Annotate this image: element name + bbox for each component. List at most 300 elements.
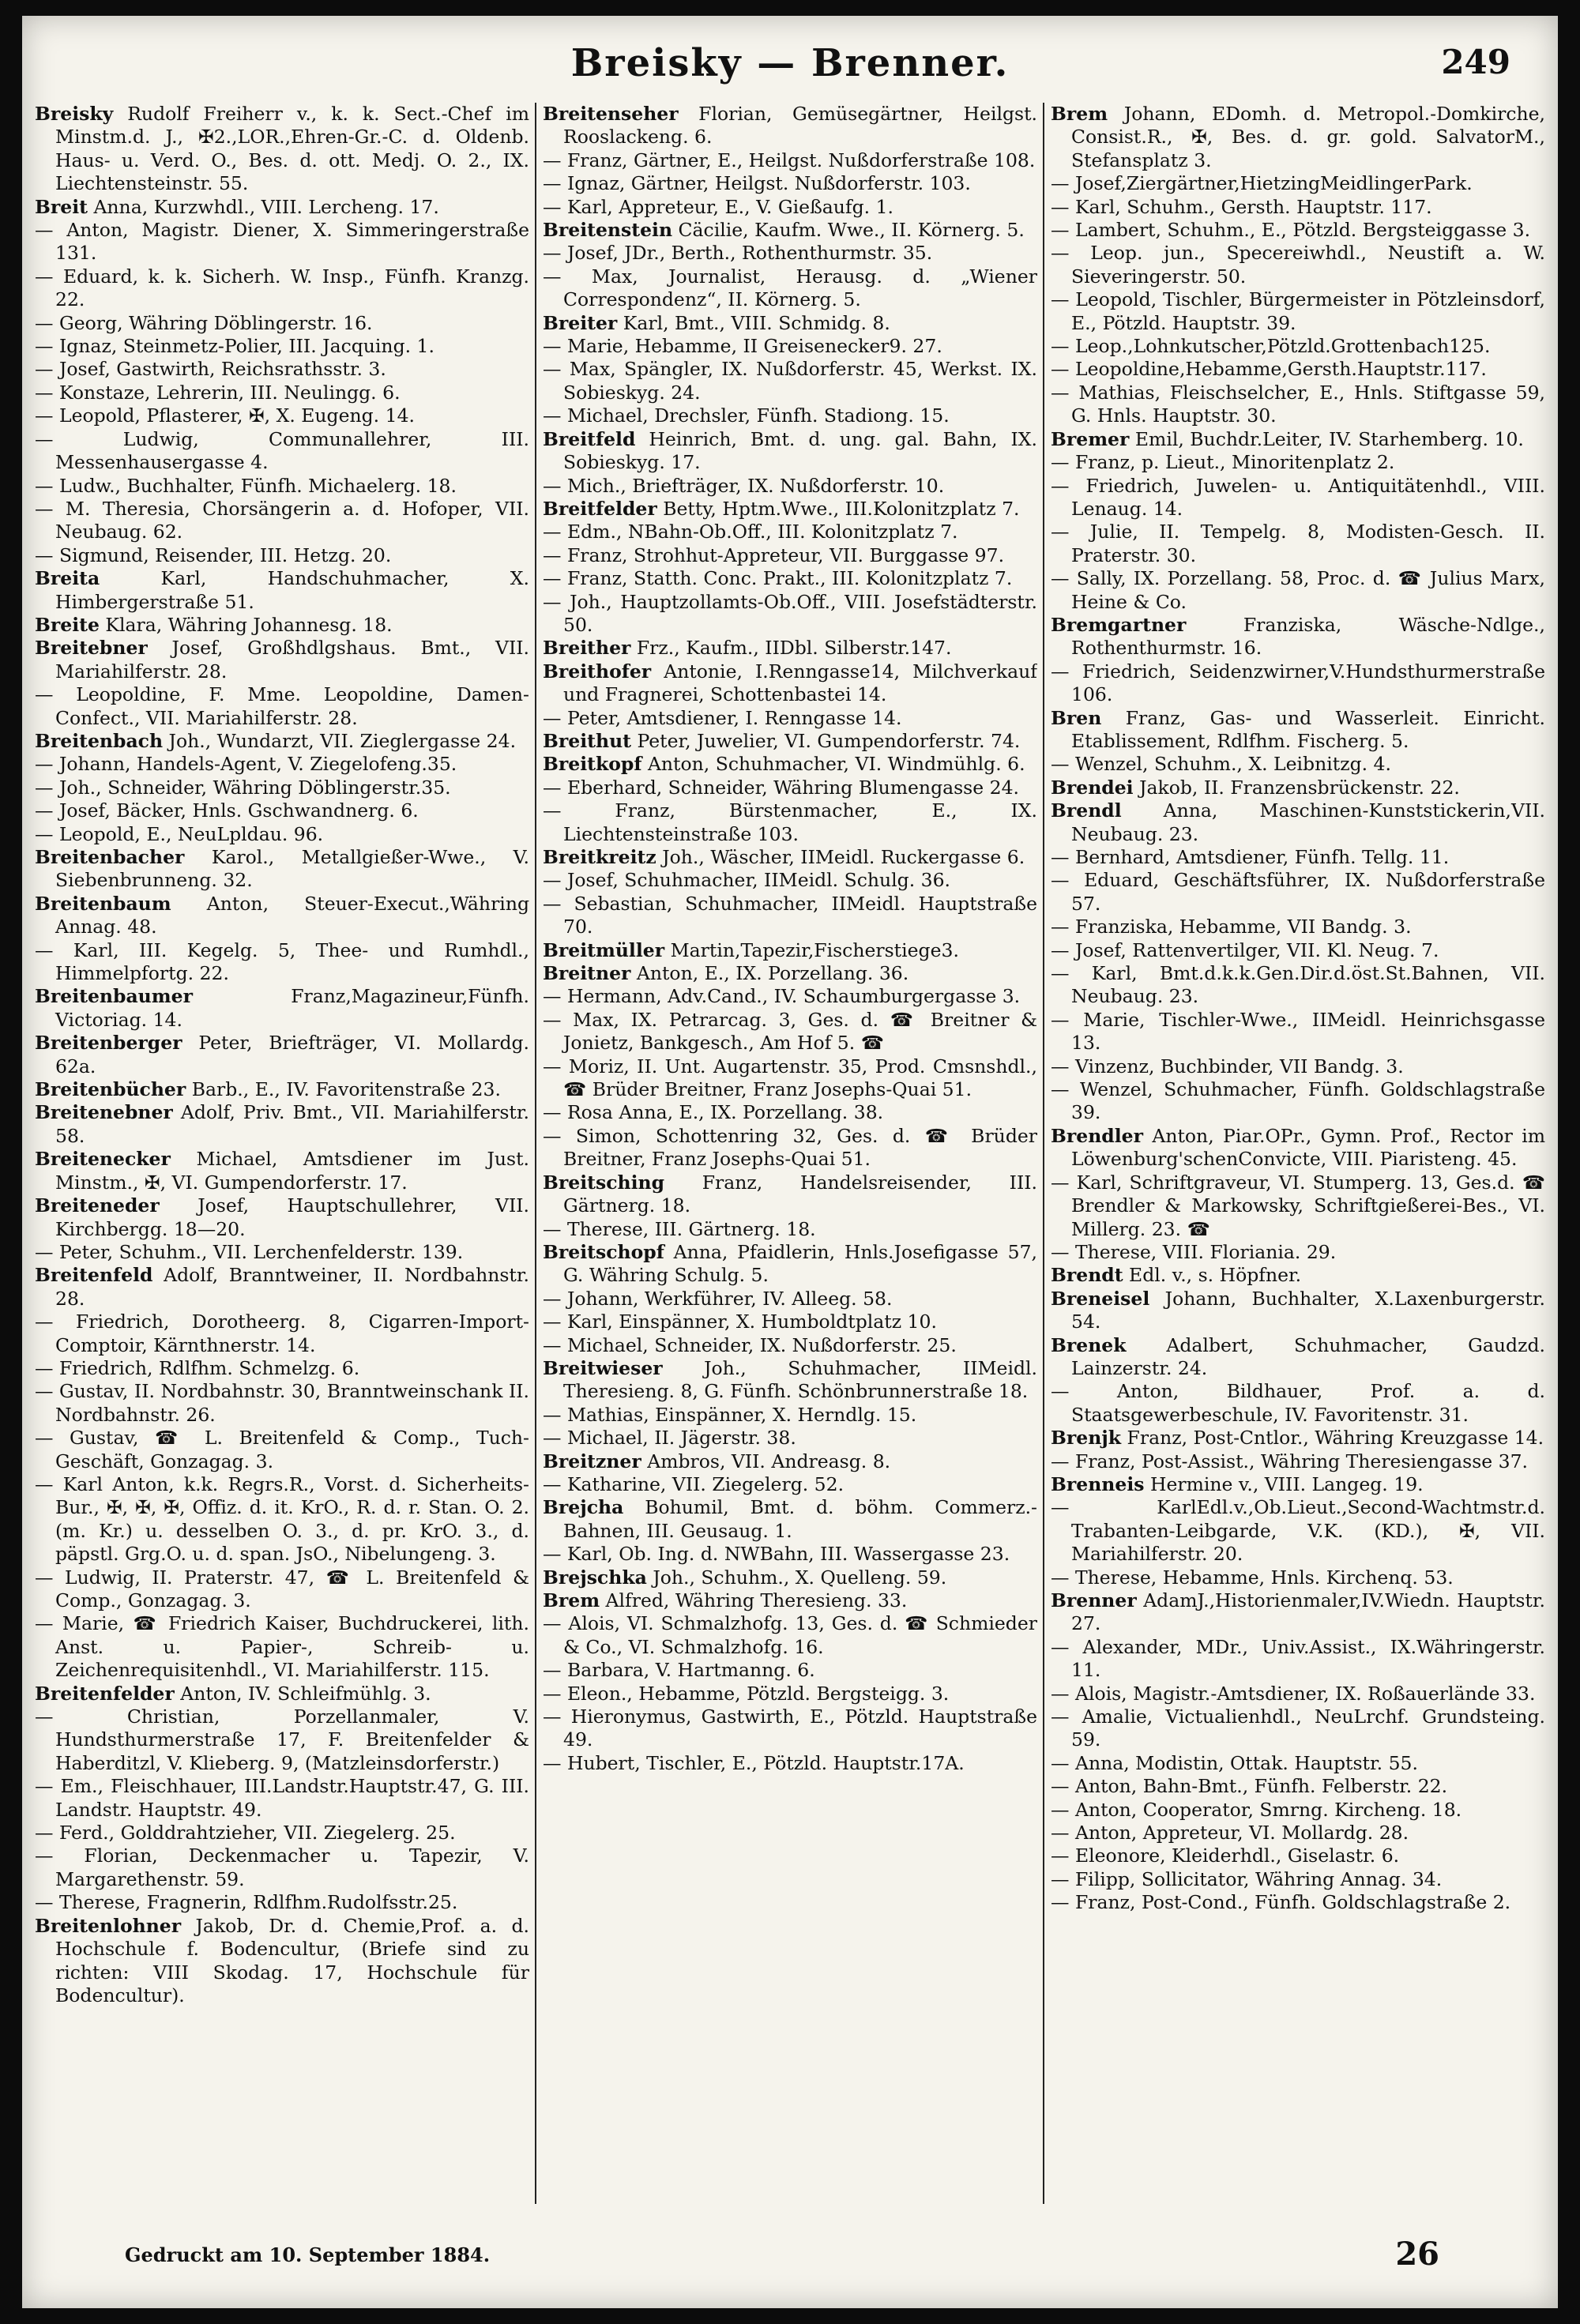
- directory-entry: [543, 1473, 1037, 1496]
- entry-text: Peter, Juwelier, VI. Gumpendorferstr. 74.: [631, 729, 1021, 752]
- directory-entry: [543, 428, 1037, 475]
- directory-entry: [543, 637, 1037, 660]
- directory-entry: [543, 521, 1037, 543]
- directory-entry: [35, 1311, 529, 1357]
- entry-surname: Brenner: [1051, 1589, 1137, 1611]
- entry-surname: Breitenfelder: [35, 1682, 175, 1705]
- entry-surname: Breitenbaumer: [35, 985, 193, 1008]
- directory-entry: [1051, 521, 1545, 567]
- entry-text: — Karl, Schuhm., Gersth. Hauptstr. 117.: [1051, 195, 1432, 218]
- entry-surname: Breitfeld: [543, 427, 636, 450]
- entry-text: — Eduard, Geschäftsführer, IX. Nußdorferstraße 57.: [1051, 869, 1545, 915]
- entry-text: Emil, Buchdr.Leiter, IV. Starhemberg. 10.: [1129, 427, 1524, 450]
- directory-entry: [35, 1101, 529, 1148]
- entry-text: — Friedrich, Dorotheerg. 8, Cigarren-Import-Comptoir, Kärnthnerstr. 14.: [35, 1311, 529, 1356]
- entry-surname: Breitenebner: [35, 1101, 173, 1124]
- directory-entry: [35, 1078, 529, 1101]
- directory-entry: [35, 498, 529, 544]
- entry-text: — Max, Journalist, Herausg. d. „Wiener Correspondenz“, II. Körnerg. 5.: [543, 265, 1037, 311]
- entry-text: — Anna, Modistin, Ottak. Hauptstr. 55.: [1051, 1751, 1418, 1774]
- entry-surname: Brendt: [1051, 1264, 1123, 1287]
- entry-surname: Brejcha: [543, 1496, 624, 1519]
- entry-text: — Ferd., Golddrahtzieher, VII. Ziegelerg. 25.: [35, 1822, 456, 1845]
- directory-entry: [543, 730, 1037, 753]
- directory-entry: [543, 1659, 1037, 1682]
- entry-text: — Eleon., Hebamme, Pötzld. Bergsteigg. 3.: [543, 1682, 950, 1705]
- entry-text: Joh., Schuhm., X. Quelleng. 59.: [646, 1566, 947, 1589]
- entry-text: — Ignaz, Steinmetz-Polier, III. Jacquing. 1.: [35, 335, 434, 358]
- entry-surname: Brenek: [1051, 1333, 1127, 1356]
- entry-text: Jakob, Dr. d. Chemie,Prof. a. d. Hochschule f. Bodencultur, (Briefe sind zu richten: VIII Skodag. 17, Hochschule für Bodencultur).: [55, 1914, 529, 2006]
- entry-text: — Ludwig, II. Praterstr. 47, ☎ L. Breitenfeld & Comp., Gonzagag. 3.: [35, 1566, 529, 1611]
- entry-text: — Michael, Schneider, IX. Nußdorferstr. 25.: [543, 1333, 957, 1356]
- entry-surname: Breitenfeld: [35, 1264, 153, 1287]
- directory-entry: [35, 1775, 529, 1822]
- directory-entry: [1051, 1705, 1545, 1752]
- directory-entry: [1051, 1125, 1545, 1171]
- entry-text: Adolf, Priv. Bmt., VII. Mariahilferstr. 58.: [55, 1101, 529, 1147]
- entry-text: — Johann, Handels-Agent, V. Ziegelofeng.35.: [35, 753, 457, 776]
- entry-text: — Anton, Cooperator, Smrng. Kircheng. 18.: [1051, 1798, 1462, 1821]
- entry-text: — Johann, Werkführer, IV. Alleeg. 58.: [543, 1287, 893, 1310]
- entry-text: — Sebastian, Schuhmacher, IIMeidl. Hauptstraße 70.: [543, 892, 1037, 938]
- entry-text: Klara, Währing Johannesg. 18.: [99, 613, 393, 636]
- directory-entry: [543, 1683, 1037, 1705]
- entry-text: Franz, Post-Cntlor., Währing Kreuzgasse 14.: [1121, 1427, 1544, 1450]
- entry-text: Anna, Maschinen-Kunststickerin,VII. Neubaug. 23.: [1071, 799, 1545, 845]
- entry-text: — Josef, Bäcker, Hnls. Gschwandnerg. 6.: [35, 799, 419, 822]
- directory-entry: [35, 196, 529, 219]
- directory-entry: [35, 335, 529, 358]
- entry-text: Anna, Kurzwhdl., VIII. Lercheng. 17.: [87, 195, 439, 218]
- entry-text: Peter, Briefträger, VI. Mollardg. 62a.: [55, 1032, 529, 1077]
- directory-entry: [35, 753, 529, 776]
- entry-surname: Breitenecker: [35, 1148, 171, 1171]
- directory-entry: [35, 614, 529, 637]
- directory-page: [22, 16, 1558, 2308]
- entry-text: AdamJ.,Historienmaler,IV.Wiedn. Hauptstr. 27.: [1071, 1589, 1545, 1635]
- directory-entry: [1051, 1891, 1545, 1914]
- directory-entry: [1051, 335, 1545, 358]
- directory-entry: [1051, 1288, 1545, 1334]
- directory-entry: [1051, 1473, 1545, 1496]
- directory-entry: [1051, 1566, 1545, 1589]
- directory-entry: [35, 1148, 529, 1194]
- directory-entry: [543, 312, 1037, 335]
- directory-entry: [1051, 916, 1545, 938]
- entry-surname: Breithut: [543, 729, 632, 752]
- entry-text: — Hermann, Adv.Cand., IV. Schaumburgergasse 3.: [543, 985, 1021, 1008]
- entry-text: — KarlEdl.v.,Ob.Lieut.,Second-Wachtmstr.d. Trabanten-Leibgarde, V.K. (KD.), ✠, VII. Mariahilferstr. 20.: [1051, 1496, 1545, 1566]
- entry-text: — Michael, Drechsler, Fünfh. Stadiong. 15.: [543, 404, 950, 427]
- entry-text: — Moriz, II. Unt. Augartenstr. 35, Prod. Cmsnshdl., ☎ Brüder Breitner, Franz Josephs-Quai 51.: [543, 1055, 1037, 1101]
- directory-entry: [543, 498, 1037, 521]
- directory-entry: [1051, 1799, 1545, 1822]
- entry-text: Ambros, VII. Andreasg. 8.: [641, 1450, 891, 1472]
- entry-surname: Breitenberger: [35, 1032, 182, 1055]
- entry-text: Karl, Handschuhmacher, X. Himbergerstraße 51.: [55, 567, 529, 613]
- entry-text: Adolf, Branntweiner, II. Nordbahnstr. 28.: [55, 1264, 529, 1310]
- directory-entry: [543, 103, 1037, 149]
- entry-text: Jakob, II. Franzensbrückenstr. 22.: [1133, 776, 1460, 799]
- entry-text: — Sally, IX. Porzellang. 58, Proc. d. ☎ Julius Marx, Heine & Co.: [1051, 567, 1545, 613]
- entry-text: Cäcilie, Kaufm. Wwe., II. Körnerg. 5.: [672, 219, 1025, 242]
- entry-surname: Breitschopf: [543, 1240, 664, 1263]
- entry-surname: Breitenstein: [543, 219, 673, 242]
- directory-entry: [35, 1473, 529, 1566]
- directory-entry: [1051, 1589, 1545, 1636]
- entry-text: — Franz, Post-Assist., Währing Theresiengasse 37.: [1051, 1450, 1529, 1472]
- entry-surname: Breitner: [543, 962, 631, 985]
- directory-entry: [543, 869, 1037, 892]
- entry-surname: Breitenbücher: [35, 1078, 186, 1101]
- entry-text: Hermine v., VIII. Langeg. 19.: [1144, 1472, 1424, 1495]
- directory-entry: [543, 591, 1037, 637]
- entry-surname: Breiteneder: [35, 1194, 160, 1217]
- entry-text: Joh., Wäscher, IIMeidl. Ruckergasse 6.: [656, 846, 1025, 868]
- entry-text: Heinrich, Bmt. d. ung. gal. Bahn, IX. Sobieskyg. 17.: [563, 427, 1037, 474]
- directory-entry: [1051, 567, 1545, 614]
- column-middle: [543, 103, 1037, 2204]
- entry-text: — Josef,Ziergärtner,HietzingMeidlingerPark.: [1051, 172, 1473, 195]
- entry-surname: Breitenbaum: [35, 892, 171, 915]
- entry-text: Edl. v., s. Höpfner.: [1123, 1264, 1302, 1287]
- entry-text: — Alois, VI. Schmalzhofg. 13, Ges. d. ☎ Schmieder & Co., VI. Schmalzhofg. 16.: [543, 1612, 1037, 1658]
- directory-entry: [1051, 475, 1545, 521]
- entry-text: Joh., Schuhmacher, IIMeidl. Theresieng. 8, G. Fünfh. Schönbrunnerstraße 18.: [563, 1356, 1037, 1403]
- directory-entry: [35, 1612, 529, 1682]
- directory-entry: [1051, 1427, 1545, 1450]
- entry-text: — Edm., NBahn-Ob.Off., III. Kolonitzplatz 7.: [543, 521, 958, 543]
- entry-text: — Peter, Schuhm., VII. Lerchenfelderstr. 139.: [35, 1240, 464, 1263]
- entry-surname: Brem: [1051, 103, 1108, 125]
- entry-text: Franziska, Wäsche-Ndlge., Rothenthurmstr. 16.: [1071, 613, 1545, 660]
- directory-entry: [1051, 1683, 1545, 1705]
- entry-text: — Hubert, Tischler, E., Pötzld. Hauptstr.17A.: [543, 1751, 965, 1774]
- directory-entry: [543, 962, 1037, 985]
- directory-entry: [35, 1915, 529, 2008]
- directory-entry: [1051, 1055, 1545, 1078]
- directory-entry: [543, 777, 1037, 799]
- entry-text: — Eleonore, Kleiderhdl., Giselastr. 6.: [1051, 1845, 1400, 1867]
- print-date: Gedruckt am 10. September 1884.: [125, 2243, 491, 2266]
- entry-text: — Leopold, E., NeuLpldau. 96.: [35, 822, 324, 845]
- directory-entry: [35, 1845, 529, 1891]
- entry-text: — Karl Anton, k.k. Regrs.R., Vorst. d. Sicherheits-Bur., ✠, ✠, ✠, Offiz. d. it. KrO., R. d. r. Stan. O. 2. (m. Kr.) u. desselben O. 3., d. pr. KrO. 3., d. päpstl. Grg.O. u. d. span. JsO., Nibelungeng. 3.: [35, 1472, 529, 1566]
- entry-text: — Mathias, Einspänner, X. Herndlg. 15.: [543, 1403, 917, 1426]
- entry-text: — Filipp, Sollicitator, Währing Annag. 34.: [1051, 1867, 1443, 1890]
- entry-text: — Max, Spängler, IX. Nußdorferstr. 45, Werkst. IX. Sobieskyg. 24.: [543, 358, 1037, 404]
- entry-text: — Marie, ☎ Friedrich Kaiser, Buchdruckerei, lith. Anst. u. Papier-, Schreib- u. Zeichenrequisitenhdl., VI. Mariahilferstr. 115.: [35, 1612, 529, 1682]
- directory-entry: [1051, 1334, 1545, 1381]
- directory-entry: [35, 382, 529, 404]
- entry-text: — Georg, Währing Döblingerstr. 16.: [35, 311, 373, 334]
- entry-text: — Franz, p. Lieut., Minoritenplatz 2.: [1051, 451, 1395, 474]
- entry-surname: Breiter: [543, 311, 618, 334]
- directory-entry: [1051, 1845, 1545, 1867]
- entry-text: — Joh., Hauptzollamts-Ob.Off., VIII. Josefstädterstr. 50.: [543, 590, 1037, 636]
- entry-text: Josef, Großhdlgshaus. Bmt., VII. Mariahilferstr. 28.: [55, 637, 529, 683]
- directory-entry: [35, 1683, 529, 1705]
- directory-entry: [1051, 1009, 1545, 1055]
- directory-entry: [35, 103, 529, 196]
- entry-surname: Breitenbacher: [35, 846, 185, 868]
- entry-surname: Brendei: [1051, 776, 1134, 799]
- directory-entry: [35, 893, 529, 939]
- directory-entry: [35, 985, 529, 1032]
- directory-entry: [543, 893, 1037, 939]
- entry-text: — Josef, JDr., Berth., Rothenthurmstr. 35.: [543, 242, 933, 265]
- directory-entry: [35, 1264, 529, 1311]
- entry-text: — Franz, Statth. Conc. Prakt., III. Kolonitzplatz 7.: [543, 567, 1013, 590]
- entry-text: Adalbert, Schuhmacher, Gaudzd. Lainzerstr. 24.: [1071, 1333, 1545, 1379]
- sheet-number: 26: [1395, 2236, 1439, 2273]
- entry-text: Karl, Bmt., VIII. Schmidg. 8.: [617, 311, 890, 334]
- entry-text: Bohumil, Bmt. d. böhm. Commerz.-Bahnen, III. Geusaug. 1.: [563, 1496, 1037, 1542]
- directory-entry: [35, 683, 529, 730]
- entry-text: — Ludwig, Communallehrer, III. Messenhausergasse 4.: [35, 427, 529, 474]
- directory-entry: [1051, 1752, 1545, 1775]
- directory-entry: [35, 1822, 529, 1845]
- entry-text: Michael, Amtsdiener im Just. Minstm., ✠, VI. Gumpendorferstr. 17.: [55, 1148, 529, 1194]
- entry-text: Anton, Steuer-Execut.,Währing Annag. 48.: [55, 892, 529, 938]
- directory-entry: [35, 777, 529, 799]
- entry-text: — Wenzel, Schuhm., X. Leibnitzg. 4.: [1051, 753, 1391, 776]
- directory-entry: [1051, 242, 1545, 288]
- entry-text: — Franz, Strohhut-Appreteur, VII. Burggasse 97.: [543, 543, 1005, 566]
- directory-entry: [35, 1891, 529, 1914]
- entry-surname: Breitmüller: [543, 938, 665, 961]
- directory-entry: [35, 1357, 529, 1380]
- entry-surname: Breitwieser: [543, 1356, 663, 1379]
- directory-entry: [35, 730, 529, 753]
- directory-entry: [1051, 962, 1545, 1009]
- entry-text: Betty, Hptm.Wwe., III.Kolonitzplatz 7.: [656, 497, 1020, 520]
- entry-surname: Breithofer: [543, 660, 652, 683]
- entry-surname: Bren: [1051, 706, 1102, 729]
- directory-entry: [543, 799, 1037, 846]
- entry-text: — Anton, Bildhauer, Prof. a. d. Staatsgewerbeschule, IV. Favoritenstr. 31.: [1051, 1380, 1545, 1426]
- directory-entry: [543, 567, 1037, 590]
- entry-text: — Franziska, Hebamme, VII Bandg. 3.: [1051, 916, 1412, 938]
- entry-text: Anton, Schuhmacher, VI. Windmühlg. 6.: [641, 753, 1025, 776]
- directory-entry: [1051, 1264, 1545, 1287]
- directory-entry: [543, 1218, 1037, 1241]
- directory-entry: [1051, 1380, 1545, 1427]
- entry-text: — Leopold, Tischler, Bürgermeister in Pötzleinsdorf, E., Pötzld. Hauptstr. 39.: [1051, 288, 1545, 334]
- entry-text: Florian, Gemüsegärtner, Heilgst. Rooslackeng. 6.: [563, 103, 1037, 149]
- entry-text: Karol., Metallgießer-Wwe., V. Siebenbrunneng. 32.: [55, 846, 529, 892]
- entry-surname: Brenjk: [1051, 1427, 1122, 1450]
- directory-entry: [543, 335, 1037, 358]
- entry-surname: Breitfelder: [543, 497, 657, 520]
- entry-text: — Josef, Rattenvertilger, VII. Kl. Neug. 7.: [1051, 938, 1439, 961]
- entry-text: Anton, E., IX. Porzellang. 36.: [630, 962, 909, 985]
- directory-entry: [35, 428, 529, 475]
- entry-text: — Therese, VIII. Floriania. 29.: [1051, 1240, 1337, 1263]
- entry-text: — Karl, Ob. Ing. d. NWBahn, III. Wassergasse 23.: [543, 1543, 1010, 1566]
- directory-entry: [35, 939, 529, 986]
- directory-entry: [543, 1496, 1037, 1543]
- directory-entry: [35, 358, 529, 381]
- entry-surname: Brendler: [1051, 1124, 1143, 1147]
- directory-entry: [543, 404, 1037, 427]
- directory-entry: [35, 475, 529, 498]
- directory-entry: [543, 1543, 1037, 1566]
- entry-surname: Breite: [35, 613, 100, 636]
- directory-entry: [35, 567, 529, 614]
- directory-entry: [1051, 1171, 1545, 1241]
- entry-text: — Hieronymus, Gastwirth, E., Pötzld. Hauptstraße 49.: [543, 1705, 1037, 1751]
- page-header: [22, 33, 1558, 88]
- entry-text: — Josef, Schuhmacher, IIMeidl. Schulg. 36.: [543, 869, 951, 892]
- entry-surname: Breitkopf: [543, 753, 642, 776]
- entry-text: — Simon, Schottenring 32, Ges. d. ☎ Brüder Breitner, Franz Josephs-Quai 51.: [543, 1124, 1037, 1171]
- entry-text: — Christian, Porzellanmaler, V. Hundsthurmerstraße 17, F. Breitenfelder & Haberditzl, V. Klieberg. 9, (Matzleinsdorferstr.): [35, 1705, 529, 1774]
- directory-entry: [1051, 382, 1545, 428]
- entry-text: Franz, Gas- und Wasserleit. Einricht. Etablissement, Rdlfhm. Fischerg. 5.: [1071, 706, 1545, 752]
- entry-text: — Konstaze, Lehrerin, III. Neulingg. 6.: [35, 381, 401, 404]
- entry-text: — Vinzenz, Buchbinder, VII Bandg. 3.: [1051, 1055, 1404, 1077]
- entry-text: — Marie, Hebamme, II Greisenecker9. 27.: [543, 335, 942, 358]
- entry-text: — Bernhard, Amtsdiener, Fünfh. Tellg. 11.: [1051, 846, 1450, 868]
- entry-surname: Breitenlohner: [35, 1914, 182, 1937]
- directory-entry: [543, 1101, 1037, 1124]
- directory-entry: [1051, 1636, 1545, 1683]
- entry-text: — Karl, Schriftgraveur, VI. Stumperg. 13, Ges.d. ☎ Brendler & Markowsky, Schriftgießerei-Bes., VI. Millerg. 23. ☎: [1051, 1171, 1545, 1240]
- entry-text: — Josef, Gastwirth, Reichsrathsstr. 3.: [35, 358, 386, 381]
- directory-entry: [35, 1241, 529, 1264]
- directory-entry: [543, 753, 1037, 776]
- entry-text: — Therese, Fragnerin, Rdlfhm.Rudolfsstr.25.: [35, 1891, 458, 1914]
- directory-entry: [1051, 172, 1545, 195]
- directory-entry: [1051, 1496, 1545, 1566]
- directory-entry: [35, 1566, 529, 1613]
- entry-text: — Wenzel, Schuhmacher, Fünfh. Goldschlagstraße 39.: [1051, 1078, 1545, 1124]
- directory-entry: [35, 637, 529, 683]
- entry-text: — Amalie, Victualienhdl., NeuLrchf. Grundsteing. 59.: [1051, 1705, 1545, 1751]
- entry-surname: Brendl: [1051, 799, 1122, 822]
- entry-surname: Breitkreitz: [543, 846, 656, 868]
- entry-text: — Rosa Anna, E., IX. Porzellang. 38.: [543, 1101, 884, 1124]
- entry-text: Rudolf Freiherr v., k. k. Sect.-Chef im Minstm.d. J., ✠2.,LOR.,Ehren-Gr.-C. d. Oldenb. Haus- u. Verd. O., Bes. d. ott. Medj. O. 2., IX. Liechtensteinstr. 55.: [55, 103, 529, 195]
- entry-surname: Bremgartner: [1051, 613, 1187, 636]
- entry-text: — Barbara, V. Hartmanng. 6.: [543, 1659, 815, 1682]
- entry-text: Johann, Buchhalter, X.Laxenburgerstr. 54.: [1071, 1287, 1545, 1333]
- entry-surname: Breitenbach: [35, 729, 164, 752]
- directory-entry: [1051, 660, 1545, 707]
- directory-entry: [543, 1589, 1037, 1612]
- directory-entry: [1051, 451, 1545, 474]
- entry-text: Barb., E., IV. Favoritenstraße 23.: [186, 1078, 501, 1101]
- directory-entry: [1051, 358, 1545, 381]
- directory-entry: [1051, 846, 1545, 869]
- entry-text: Anton, IV. Schleifmühlg. 3.: [174, 1682, 431, 1705]
- entry-text: — Em., Fleischhauer, III.Landstr.Hauptstr.47, G. III. Landstr. Hauptstr. 49.: [35, 1775, 529, 1821]
- entry-text: — Gustav, II. Nordbahnstr. 30, Branntweinschank II. Nordbahnstr. 26.: [35, 1380, 529, 1426]
- entry-text: — Karl, Einspänner, X. Humboldtplatz 10.: [543, 1311, 937, 1333]
- entry-text: Martin,Tapezir,Fischerstiege3.: [664, 938, 959, 961]
- directory-entry: [543, 1009, 1037, 1055]
- directory-entry: [35, 404, 529, 427]
- entry-surname: Breitsching: [543, 1171, 665, 1194]
- directory-entry: [1051, 428, 1545, 451]
- directory-entry: [1051, 103, 1545, 172]
- running-title: Breisky — Brenner.: [570, 41, 1010, 85]
- entry-text: — Leopoldine,Hebamme,Gersth.Hauptstr.117.: [1051, 358, 1487, 381]
- column-divider: [1043, 103, 1044, 2204]
- entry-surname: Brenneis: [1051, 1472, 1145, 1495]
- directory-entry: [543, 1357, 1037, 1404]
- entry-surname: Breitzner: [543, 1450, 641, 1472]
- directory-entry: [543, 1171, 1037, 1218]
- directory-entry: [35, 312, 529, 335]
- directory-entry: [543, 1404, 1037, 1427]
- directory-entry: [35, 846, 529, 893]
- entry-text: — Mich., Briefträger, IX. Nußdorferstr. 10.: [543, 474, 945, 497]
- entry-text: — Julie, II. Tempelg. 8, Modisten-Gesch. II. Praterstr. 30.: [1051, 521, 1545, 566]
- directory-entry: [543, 196, 1037, 219]
- entry-text: — Leop.,Lohnkutscher,Pötzld.Grottenbach125.: [1051, 335, 1491, 358]
- directory-columns: [35, 103, 1545, 2204]
- entry-text: — Franz, Gärtner, E., Heilgst. Nußdorferstraße 108.: [543, 149, 1036, 171]
- directory-entry: [35, 265, 529, 312]
- directory-entry: [35, 799, 529, 822]
- directory-entry: [1051, 939, 1545, 962]
- entry-text: — Joh., Schneider, Währing Döblingerstr.35.: [35, 776, 451, 799]
- directory-entry: [1051, 1775, 1545, 1798]
- entry-text: Franz,Magazineur,Fünfh. Victoriag. 14.: [55, 985, 529, 1031]
- entry-text: — Leopold, Pflasterer, ✠, X. Eugeng. 14.: [35, 404, 415, 427]
- entry-text: — Ignaz, Gärtner, Heilgst. Nußdorferstr. 103.: [543, 172, 971, 195]
- entry-text: — Friedrich, Juwelen- u. Antiquitätenhdl., VIII. Lenaug. 14.: [1051, 474, 1545, 520]
- directory-entry: [1051, 219, 1545, 242]
- directory-entry: [543, 985, 1037, 1008]
- directory-entry: [543, 1752, 1037, 1775]
- entry-surname: Breisky: [35, 103, 114, 125]
- directory-entry: [1051, 196, 1545, 219]
- entry-text: Frz., Kaufm., IIDbl. Silberstr.147.: [630, 637, 952, 660]
- directory-entry: [543, 939, 1037, 962]
- directory-entry: [35, 1194, 529, 1241]
- entry-text: Franz, Handelsreisender, III. Gärtnerg. 18.: [563, 1171, 1037, 1217]
- directory-entry: [543, 149, 1037, 172]
- directory-entry: [543, 172, 1037, 195]
- entry-surname: Breit: [35, 195, 88, 218]
- entry-text: Anna, Pfaidlerin, Hnls.Josefigasse 57, G. Währing Schulg. 5.: [563, 1240, 1037, 1287]
- entry-text: — Karl, III. Kegelg. 5, Thee- und Rumhdl., Himmelpfortg. 22.: [35, 938, 529, 985]
- entry-text: — Karl, Bmt.d.k.k.Gen.Dir.d.öst.St.Bahnen, VII. Neubaug. 23.: [1051, 962, 1545, 1008]
- entry-text: — Therese, Hebamme, Hnls. Kirchenq. 53.: [1051, 1566, 1454, 1589]
- directory-entry: [1051, 777, 1545, 799]
- directory-entry: [1051, 707, 1545, 754]
- entry-text: Joh., Wundarzt, VII. Zieglergasse 24.: [163, 729, 517, 752]
- entry-text: — Alois, Magistr.-Amtsdiener, IX. Roßauerlände 33.: [1051, 1682, 1536, 1705]
- directory-entry: [543, 475, 1037, 498]
- directory-entry: [543, 846, 1037, 869]
- entry-text: Alfred, Währing Theresieng. 33.: [600, 1589, 908, 1611]
- entry-text: — Peter, Amtsdiener, I. Renngasse 14.: [543, 706, 902, 729]
- column-divider: [535, 103, 536, 2204]
- directory-entry: [543, 265, 1037, 312]
- entry-text: — Friedrich, Rdlfhm. Schmelzg. 6.: [35, 1356, 360, 1379]
- entry-surname: Breither: [543, 637, 631, 660]
- directory-entry: [543, 660, 1037, 707]
- entry-text: — Anton, Bahn-Bmt., Fünfh. Felberstr. 22.: [1051, 1775, 1448, 1798]
- directory-entry: [543, 707, 1037, 730]
- directory-entry: [35, 219, 529, 265]
- entry-text: — Karl, Appreteur, E., V. Gießaufg. 1.: [543, 195, 894, 218]
